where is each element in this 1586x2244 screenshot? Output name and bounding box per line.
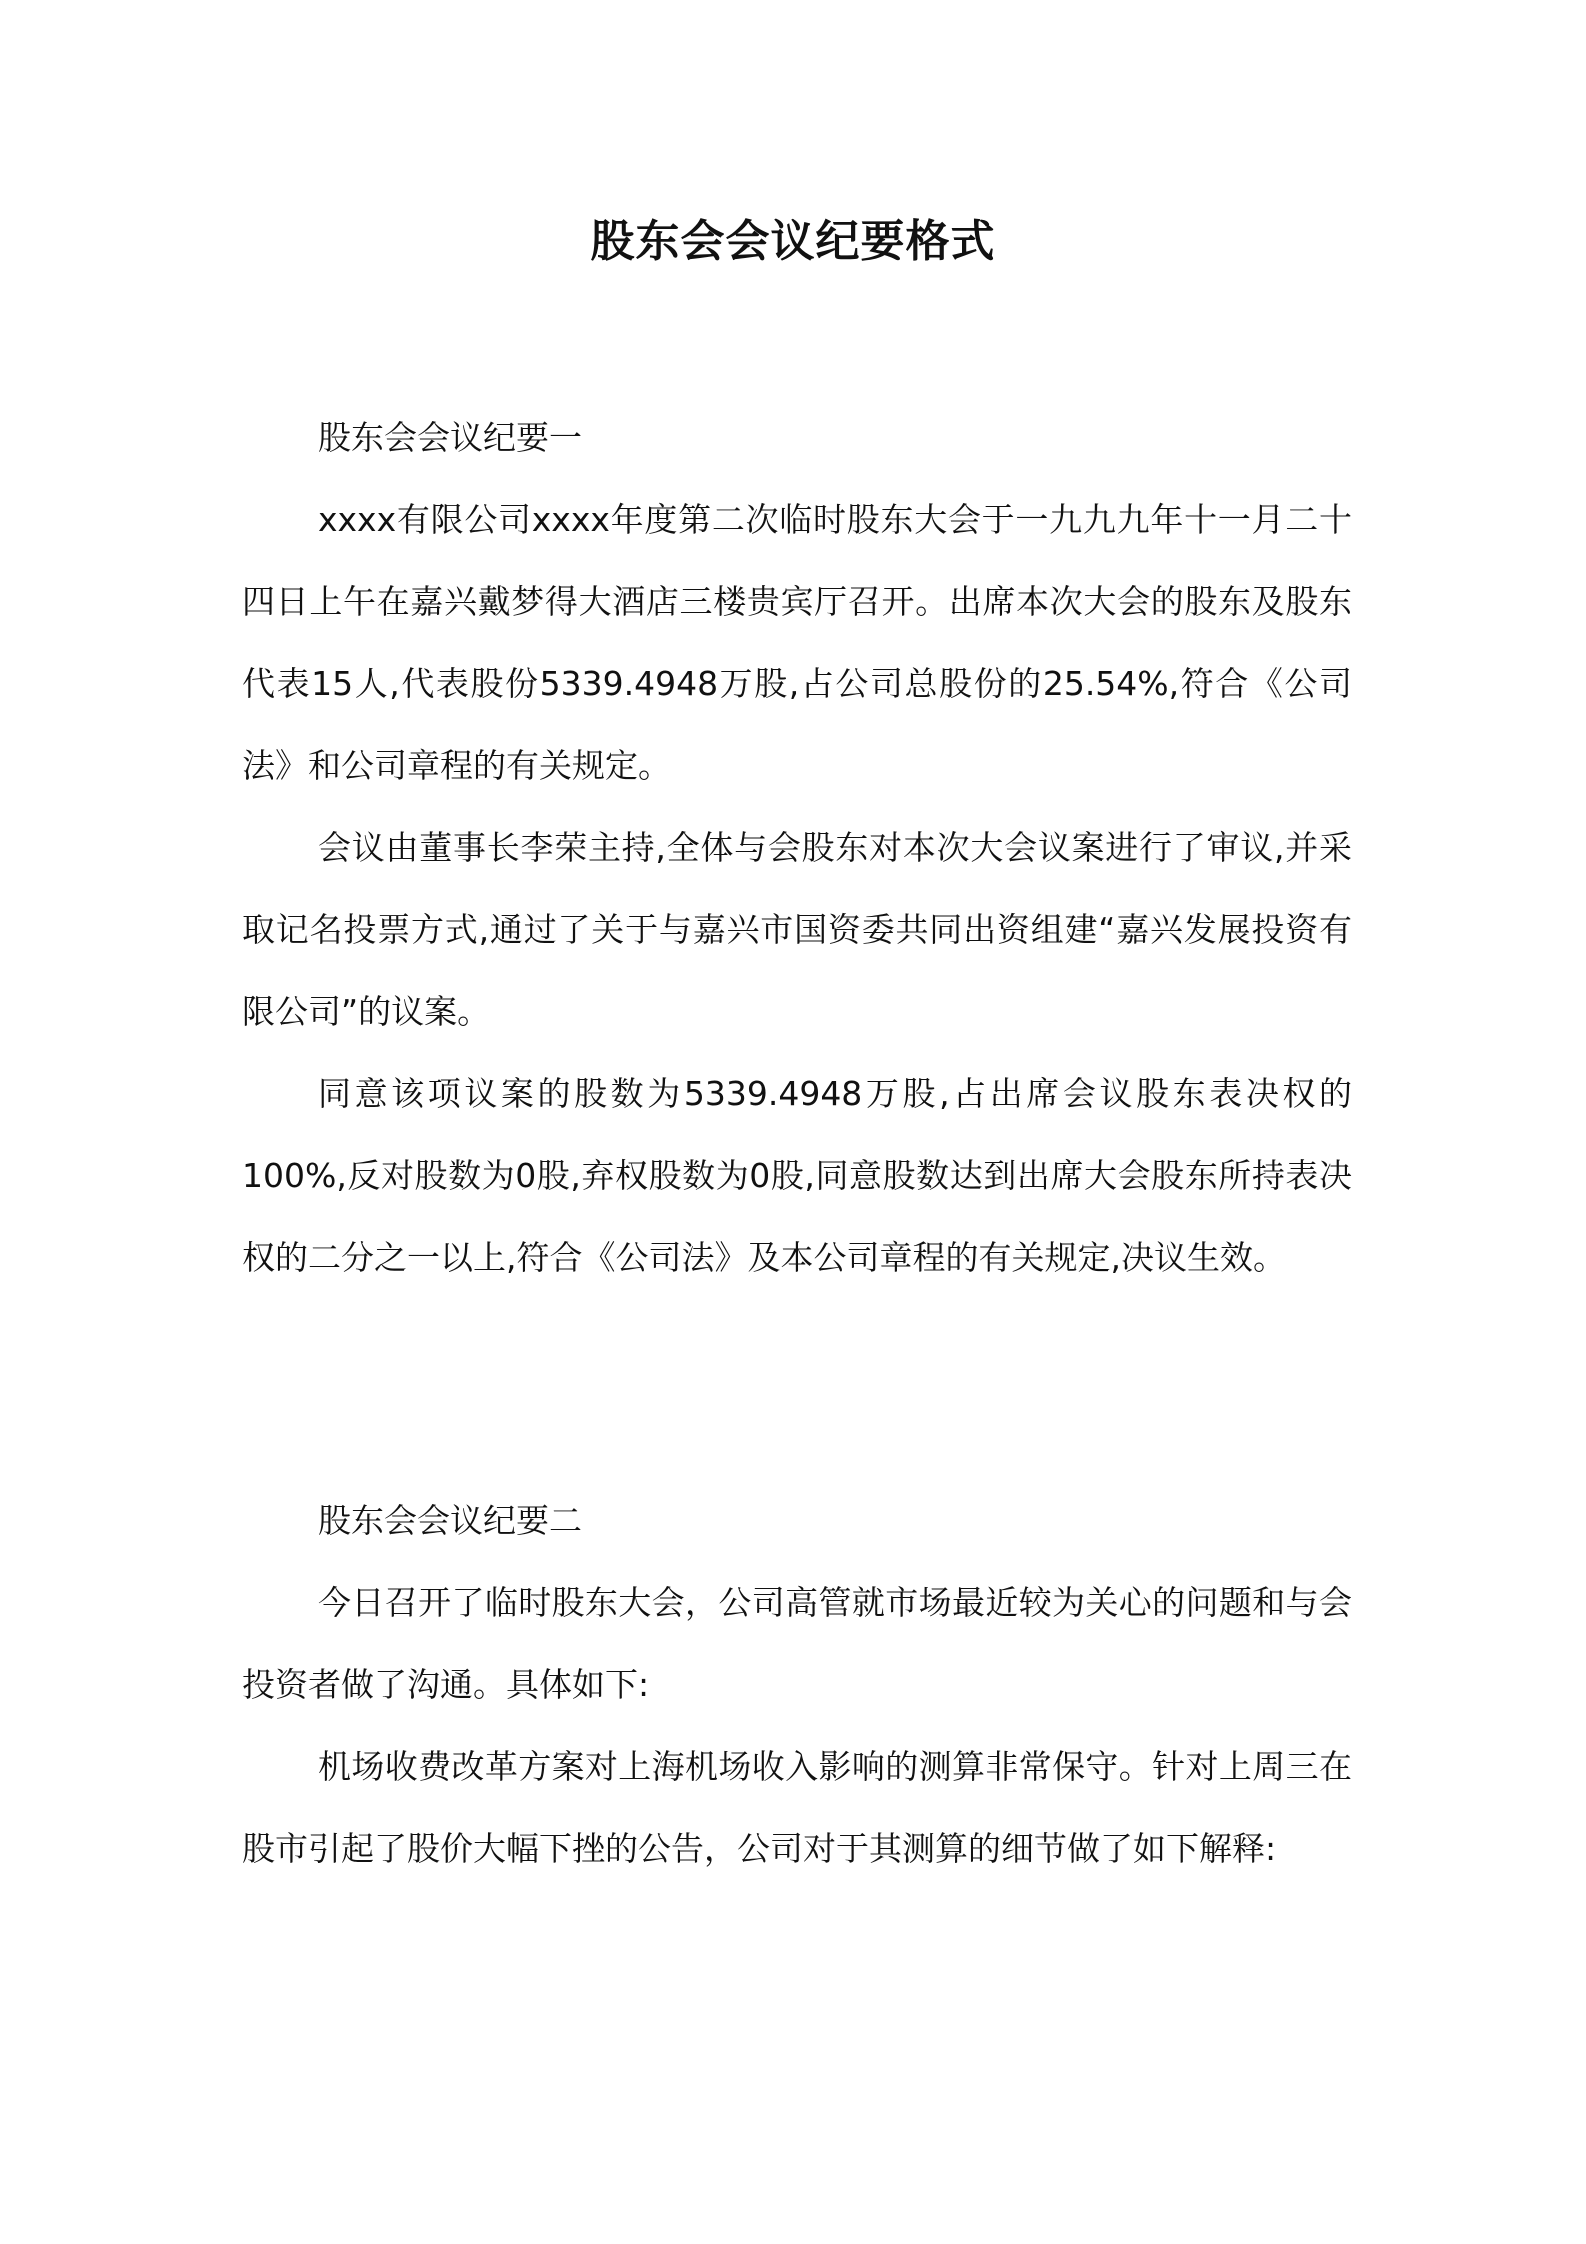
document-title: 股东会会议纪要格式 bbox=[590, 216, 996, 267]
section-1-heading-block bbox=[242, 397, 1352, 479]
section-2-body bbox=[242, 1562, 1352, 1890]
section-2-heading: 股东会会议纪要二 bbox=[318, 1501, 582, 1540]
paragraph: xxxx有限公司xxxx年度第二次临时股东大会于一九九九年十一月二十四日上午在嘉兴戴梦得大酒店三楼贵宾厅召开。出席本次大会的股东及股东代表15人,代表股份5339.4948万股,占公司总股份的25.54%,符合《公司法》和公司章程的有关规定。 bbox=[242, 500, 1352, 785]
paragraph: 机场收费改革方案对上海机场收入影响的测算非常保守。针对上周三在股市引起了股价大幅下挫的公告，公司对于其测算的细节做了如下解释: bbox=[242, 1747, 1352, 1868]
section-1-heading: 股东会会议纪要一 bbox=[318, 418, 582, 457]
section-2-heading-block bbox=[242, 1480, 1352, 1562]
section-1-body bbox=[242, 479, 1352, 1299]
paragraph: 今日召开了临时股东大会，公司高管就市场最近较为关心的问题和与会投资者做了沟通。具体如下: bbox=[242, 1583, 1352, 1704]
paragraph: 会议由董事长李荣主持,全体与会股东对本次大会议案进行了审议,并采取记名投票方式,通过了关于与嘉兴市国资委共同出资组建“嘉兴发展投资有限公司”的议案。 bbox=[242, 828, 1352, 1031]
paragraph: 同意该项议案的股数为5339.4948万股,占出席会议股东表决权的100%,反对股数为0股,弃权股数为0股,同意股数达到出席大会股东所持表决权的二分之一以上,符合《公司法》及本公司章程的有关规定,决议生效。 bbox=[242, 1074, 1352, 1277]
